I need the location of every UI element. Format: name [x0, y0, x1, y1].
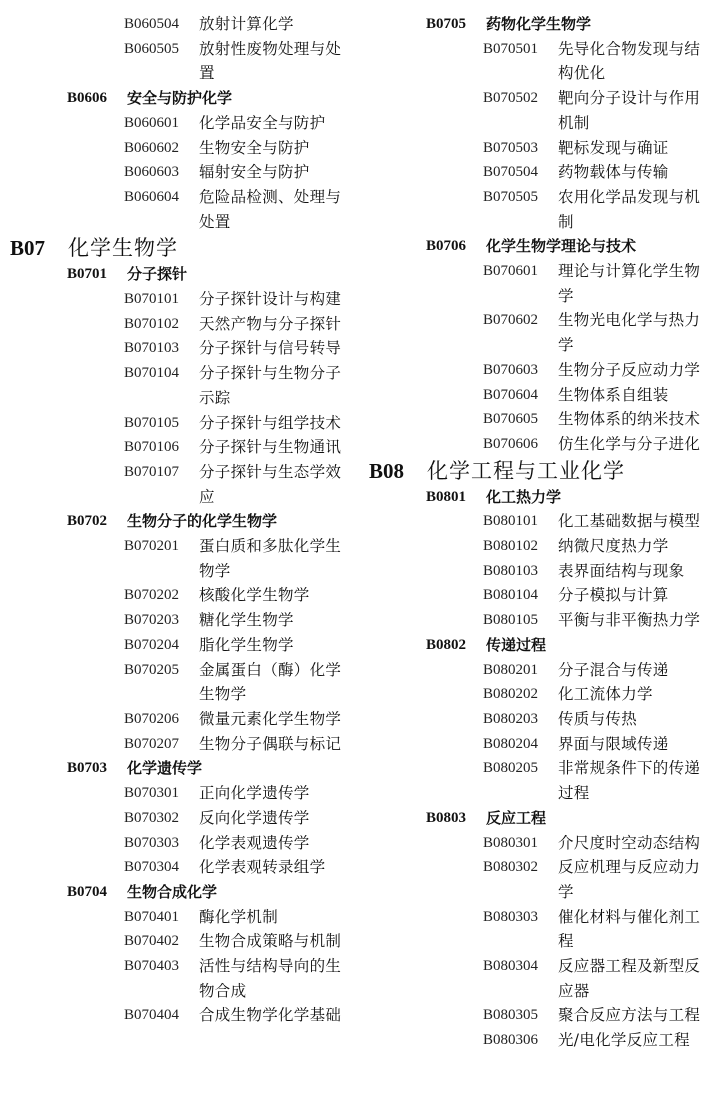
entry-name: 界面与限域传递 — [558, 734, 669, 753]
discipline-entry — [369, 308, 714, 357]
entry-code: B070502 — [483, 90, 539, 107]
entry-code: B070204 — [124, 636, 180, 653]
entry-code: B080102 — [483, 538, 539, 555]
entry-name: 生物体系自组装 — [558, 385, 669, 404]
entry-name: 糖化学生物学 — [199, 611, 294, 630]
entry-code: B070404 — [124, 1007, 180, 1024]
discipline-entry — [369, 37, 714, 86]
discipline-entry — [369, 559, 714, 584]
entry-name: 化工热力学 — [486, 487, 562, 506]
entry-name: 聚合反应方法与工程 — [558, 1006, 701, 1025]
right-column — [369, 12, 714, 1053]
entry-code: B070107 — [124, 463, 180, 480]
discipline-entry — [369, 534, 714, 559]
entry-code: B070601 — [483, 263, 539, 280]
entry-code: B080103 — [483, 562, 539, 579]
entry-name: 生物分子的化学生物学 — [127, 512, 278, 531]
discipline-entry — [369, 136, 714, 161]
entry-code: B080204 — [483, 735, 539, 752]
entry-code: B070105 — [124, 414, 180, 431]
entry-code: B070207 — [124, 735, 180, 752]
discipline-entry — [369, 707, 714, 732]
discipline-entry — [10, 336, 360, 361]
entry-code: B0801 — [426, 488, 467, 505]
discipline-entry — [10, 361, 360, 410]
subcategory-heading — [10, 86, 360, 111]
discipline-entry — [10, 37, 360, 86]
entry-code: B060601 — [124, 114, 180, 131]
entry-code: B080202 — [483, 686, 539, 703]
discipline-entry — [10, 806, 360, 831]
entry-code: B070504 — [483, 164, 539, 181]
entry-name: 化学品安全与防护 — [199, 113, 326, 132]
entry-name: 反向化学遗传学 — [199, 808, 310, 827]
entry-code: B070401 — [124, 908, 180, 925]
discipline-entry — [10, 781, 360, 806]
entry-code: B0702 — [67, 513, 108, 530]
entry-name: 生物安全与防护 — [199, 138, 310, 157]
entry-name: 安全与防护化学 — [127, 89, 233, 108]
discipline-entry — [369, 383, 714, 408]
entry-code: B0701 — [67, 266, 108, 283]
entry-code: B080203 — [483, 710, 539, 727]
entry-code: B0606 — [67, 90, 108, 107]
entry-code: B0803 — [426, 809, 467, 826]
entry-name: 催化材料与催化剂工程 — [558, 907, 701, 951]
entry-name: 分子探针与生物通讯 — [199, 438, 342, 457]
entry-code: B070206 — [124, 710, 180, 727]
discipline-entry — [369, 658, 714, 683]
subcategory-heading — [10, 756, 360, 781]
entry-code: B080201 — [483, 661, 539, 678]
discipline-entry — [10, 136, 360, 161]
entry-name: 化工流体力学 — [558, 685, 653, 704]
discipline-entry — [369, 682, 714, 707]
entry-name: 正向化学遗传学 — [199, 784, 310, 803]
discipline-entry — [10, 707, 360, 732]
entry-code: B070602 — [483, 312, 539, 329]
discipline-entry — [10, 12, 360, 37]
entry-name: 传递过程 — [486, 635, 547, 654]
entry-name: 分子探针与信号转导 — [199, 339, 342, 358]
entry-name: 生物光电化学与热力学 — [558, 311, 701, 355]
entry-code: B08 — [369, 458, 405, 483]
entry-name: 天然产物与分子探针 — [199, 314, 342, 333]
entry-name: 反应机理与反应动力学 — [558, 858, 701, 901]
entry-code: B070106 — [124, 439, 180, 456]
entry-code: B070103 — [124, 340, 180, 357]
discipline-entry — [369, 1028, 714, 1053]
entry-name: 仿生化学与分子进化 — [558, 434, 701, 453]
entry-name: 农用化学品发现与机制 — [558, 187, 701, 231]
entry-code: B060504 — [124, 16, 180, 32]
entry-name: 化学表观遗传学 — [199, 833, 310, 852]
entry-code: B070402 — [124, 933, 180, 950]
entry-code: B070205 — [124, 661, 180, 678]
entry-name: 化学生物学 — [68, 236, 178, 261]
discipline-entry — [10, 185, 360, 234]
discipline-entry — [10, 732, 360, 757]
discipline-entry — [10, 411, 360, 436]
discipline-entry — [369, 407, 714, 432]
category-heading — [10, 234, 360, 262]
entry-name: 靶向分子设计与作用机制 — [558, 89, 701, 132]
entry-name: 分子探针 — [127, 265, 188, 284]
subcategory-heading — [10, 880, 360, 905]
entry-name: 化工基础数据与模型 — [558, 512, 701, 531]
entry-code: B070101 — [124, 291, 180, 308]
entry-name: 分子探针与生态学效应 — [199, 462, 342, 506]
discipline-entry — [369, 432, 714, 457]
entry-code: B070604 — [483, 386, 539, 403]
entry-name: 传质与传热 — [558, 709, 638, 728]
entry-code: B0705 — [426, 16, 467, 32]
discipline-entry — [10, 160, 360, 185]
entry-name: 分子探针设计与构建 — [199, 290, 342, 309]
discipline-entry — [369, 954, 714, 1003]
entry-code: B0703 — [67, 760, 108, 777]
entry-code: B080303 — [483, 908, 539, 925]
entry-name: 核酸化学生物学 — [199, 586, 310, 605]
discipline-entry — [369, 905, 714, 954]
entry-code: B060505 — [124, 40, 180, 57]
entry-code: B070505 — [483, 188, 539, 205]
entry-name: 药物载体与传输 — [558, 163, 669, 182]
entry-name: 酶化学机制 — [199, 907, 279, 926]
entry-name: 金属蛋白（酶）化学生物学 — [199, 660, 342, 704]
entry-code: B070104 — [124, 365, 180, 382]
entry-code: B070203 — [124, 612, 180, 629]
entry-code: B070603 — [483, 361, 539, 378]
entry-code: B0704 — [67, 883, 108, 900]
entry-code: B070304 — [124, 859, 180, 876]
entry-name: 生物体系的纳米技术 — [558, 410, 701, 429]
category-heading — [369, 457, 714, 485]
entry-name: 光/电化学反应工程 — [558, 1031, 690, 1050]
entry-name: 放射性废物处理与处置 — [199, 39, 342, 83]
discipline-entry — [10, 608, 360, 633]
entry-name: 反应工程 — [486, 808, 547, 827]
entry-code: B080305 — [483, 1007, 539, 1024]
discipline-entry — [10, 929, 360, 954]
entry-name: 分子混合与传递 — [558, 660, 669, 679]
discipline-entry — [369, 185, 714, 234]
discipline-entry — [10, 633, 360, 658]
discipline-entry — [369, 358, 714, 383]
entry-name: 放射计算化学 — [199, 15, 294, 33]
entry-name: 危险品检测、处理与处置 — [199, 187, 342, 231]
entry-code: B080302 — [483, 859, 539, 876]
discipline-entry — [10, 905, 360, 930]
subcategory-heading — [369, 12, 714, 37]
entry-code: B080101 — [483, 513, 539, 530]
entry-code: B060604 — [124, 188, 180, 205]
subcategory-heading — [369, 806, 714, 831]
entry-name: 靶标发现与确证 — [558, 138, 669, 157]
entry-name: 合成生物学化学基础 — [199, 1006, 342, 1025]
subcategory-heading — [369, 234, 714, 259]
entry-name: 生物合成化学 — [127, 882, 218, 901]
entry-code: B070501 — [483, 40, 539, 57]
entry-code: B070503 — [483, 139, 539, 156]
discipline-entry — [10, 855, 360, 880]
entry-name: 化学表观转录组学 — [199, 858, 326, 877]
entry-code: B07 — [10, 236, 46, 261]
entry-code: B070201 — [124, 538, 180, 555]
entry-code: B070303 — [124, 834, 180, 851]
entry-name: 分子探针与组学技术 — [199, 413, 342, 432]
discipline-entry — [10, 287, 360, 312]
entry-code: B060603 — [124, 164, 180, 181]
entry-name: 平衡与非平衡热力学 — [558, 611, 701, 630]
entry-name: 脂化学生物学 — [199, 635, 294, 654]
entry-name: 生物合成策略与机制 — [199, 932, 342, 951]
left-column — [10, 12, 360, 1028]
entry-name: 药物化学生物学 — [486, 15, 592, 33]
entry-code: B080205 — [483, 760, 539, 777]
entry-code: B0706 — [426, 238, 467, 255]
entry-name: 生物分子偶联与标记 — [199, 734, 342, 753]
discipline-entry — [369, 583, 714, 608]
entry-name: 介尺度时空动态结构 — [558, 833, 701, 852]
entry-name: 理论与计算化学生物学 — [558, 262, 701, 305]
entry-name: 生物分子反应动力学 — [558, 360, 701, 379]
entry-name: 化学工程与工业化学 — [427, 458, 625, 483]
discipline-entry — [10, 435, 360, 460]
entry-code: B070606 — [483, 435, 539, 452]
entry-code: B070102 — [124, 315, 180, 332]
entry-code: B070302 — [124, 809, 180, 826]
discipline-entry — [10, 954, 360, 1003]
discipline-entry — [369, 855, 714, 904]
entry-name: 化学遗传学 — [127, 759, 203, 778]
discipline-entry — [10, 583, 360, 608]
entry-name: 活性与结构导向的生物合成 — [199, 957, 342, 1000]
entry-name: 辐射安全与防护 — [199, 163, 310, 182]
entry-code: B060602 — [124, 139, 180, 156]
subcategory-heading — [10, 509, 360, 534]
discipline-entry — [369, 160, 714, 185]
discipline-entry — [369, 732, 714, 757]
discipline-entry — [10, 111, 360, 136]
subcategory-heading — [369, 485, 714, 510]
entry-code: B070605 — [483, 411, 539, 428]
discipline-entry — [369, 86, 714, 135]
discipline-entry — [10, 534, 360, 583]
discipline-entry — [369, 756, 714, 805]
entry-code: B080306 — [483, 1032, 539, 1049]
subcategory-heading — [10, 262, 360, 287]
entry-name: 先导化合物发现与结构优化 — [558, 39, 701, 83]
discipline-entry — [369, 259, 714, 308]
discipline-entry — [369, 1003, 714, 1028]
entry-code: B070301 — [124, 785, 180, 802]
entry-name: 表界面结构与现象 — [558, 561, 685, 580]
entry-code: B080301 — [483, 834, 539, 851]
entry-code: B080104 — [483, 587, 539, 604]
entry-name: 蛋白质和多肽化学生物学 — [199, 537, 342, 580]
discipline-entry — [10, 460, 360, 509]
entry-code: B070202 — [124, 587, 180, 604]
discipline-entry — [10, 1003, 360, 1028]
entry-name: 反应器工程及新型反应器 — [558, 957, 701, 1000]
subcategory-heading — [369, 633, 714, 658]
entry-name: 微量元素化学生物学 — [199, 709, 342, 728]
entry-code: B070403 — [124, 958, 180, 975]
discipline-entry — [369, 509, 714, 534]
entry-name: 分子探针与生物分子示踪 — [199, 364, 342, 407]
discipline-entry — [369, 831, 714, 856]
discipline-entry — [10, 831, 360, 856]
discipline-entry — [369, 608, 714, 633]
entry-name: 分子模拟与计算 — [558, 586, 669, 605]
entry-name: 化学生物学理论与技术 — [486, 237, 637, 256]
entry-name: 纳微尺度热力学 — [558, 537, 669, 556]
entry-code: B080304 — [483, 958, 539, 975]
entry-code: B0802 — [426, 636, 467, 653]
discipline-entry — [10, 312, 360, 337]
discipline-entry — [10, 658, 360, 707]
entry-code: B080105 — [483, 612, 539, 629]
entry-name: 非常规条件下的传递过程 — [558, 759, 701, 803]
